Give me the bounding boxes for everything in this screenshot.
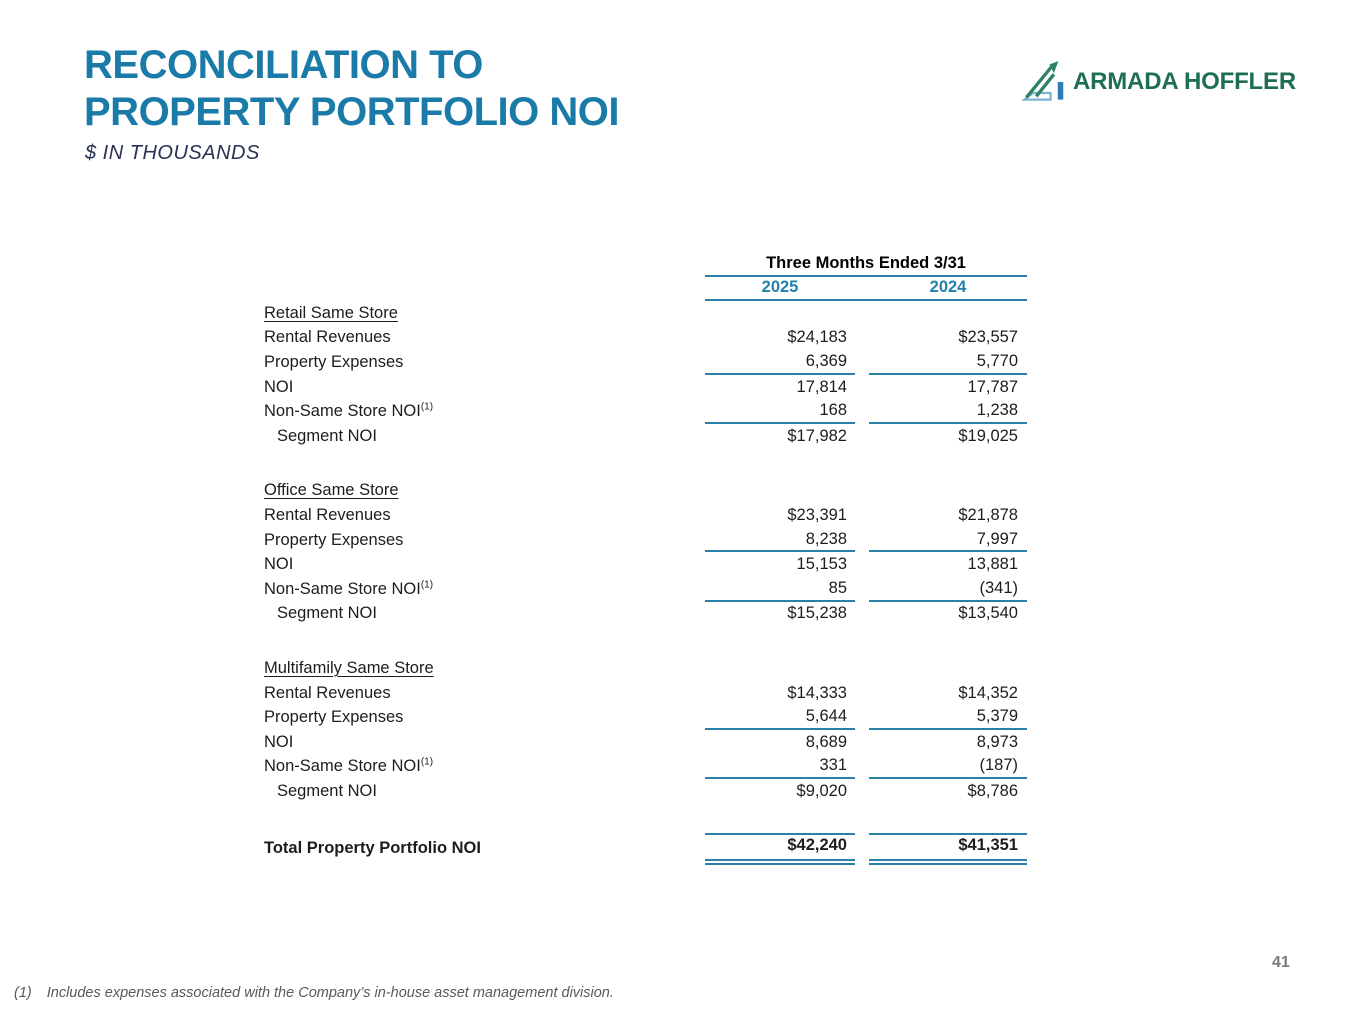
table-year-header-row <box>264 277 1027 301</box>
footnote-ref: (1) <box>420 756 434 768</box>
row-label: Segment NOI <box>277 426 377 445</box>
value-2024: (341) <box>869 577 1027 602</box>
row-label: Rental Revenues <box>264 683 391 702</box>
value-2024: $13,540 <box>958 604 1018 623</box>
table-row <box>264 730 1027 755</box>
footnote-marker: (1) <box>14 985 32 1001</box>
footnote-ref: (1) <box>420 401 434 413</box>
section-office-same-store <box>264 479 1027 627</box>
table-row <box>264 705 1027 730</box>
table-row <box>264 350 1027 375</box>
page-number: 41 <box>1272 954 1290 971</box>
value-2024: $8,786 <box>967 781 1018 800</box>
value-2024: $23,557 <box>958 328 1018 347</box>
value-2024: 5,770 <box>869 350 1027 375</box>
value-2025: $9,020 <box>796 781 847 800</box>
row-label: NOI <box>264 377 294 396</box>
value-2024: 13,881 <box>967 555 1018 574</box>
row-label: Segment NOI <box>277 604 377 623</box>
row-label: Segment NOI <box>277 781 377 800</box>
total-value-2024: $41,351 <box>869 833 1027 865</box>
section-title: Multifamily Same Store <box>264 658 434 677</box>
footnote-ref: (1) <box>420 579 434 591</box>
value-2025: $24,183 <box>787 328 847 347</box>
value-2024: 1,238 <box>869 399 1027 424</box>
row-label: NOI <box>264 732 294 751</box>
logo-wordmark: ARMADA HOFFLER <box>1073 68 1296 95</box>
value-2024: (187) <box>869 755 1027 780</box>
value-2025: 6,369 <box>705 350 855 375</box>
row-label: Property Expenses <box>264 530 404 549</box>
value-2025: $15,238 <box>787 604 847 623</box>
units-subtitle: $ IN THOUSANDS <box>85 142 260 164</box>
table-row <box>264 375 1027 400</box>
section-multifamily-same-store <box>264 656 1027 804</box>
table-row <box>264 755 1027 780</box>
table-period-header-row <box>264 253 1027 277</box>
table-row <box>264 326 1027 351</box>
year-column-2024: 2024 <box>929 278 967 296</box>
table-row <box>264 503 1027 528</box>
page-title <box>84 42 619 136</box>
year-headers <box>705 278 1027 301</box>
section-title-row <box>264 301 1027 326</box>
armada-hoffler-logo-icon <box>1022 60 1066 104</box>
value-2024: 8,973 <box>976 732 1018 751</box>
section-retail-same-store <box>264 301 1027 449</box>
page-title-line1: RECONCILIATION TO <box>84 43 483 87</box>
table-row <box>264 681 1027 706</box>
value-2024: 7,997 <box>869 528 1027 553</box>
value-2025: 85 <box>705 577 855 602</box>
total-value-2025: $42,240 <box>705 833 855 865</box>
noi-reconciliation-table <box>264 253 1027 865</box>
value-2025: 8,238 <box>705 528 855 553</box>
table-row <box>264 528 1027 553</box>
year-column-2025: 2025 <box>761 278 799 296</box>
segment-noi-row <box>264 602 1027 627</box>
period-header: Three Months Ended 3/31 <box>705 254 1027 277</box>
value-2025: 5,644 <box>705 705 855 730</box>
row-label: NOI <box>264 555 294 574</box>
row-label: Non-Same Store NOI$^{(1)}$ <box>264 401 434 421</box>
section-title-row <box>264 479 1027 504</box>
total-label: Total Property Portfolio NOI <box>264 839 481 858</box>
table-row <box>264 399 1027 424</box>
value-2025: $23,391 <box>787 505 847 524</box>
row-label: Property Expenses <box>264 708 404 727</box>
value-2024: $21,878 <box>958 505 1018 524</box>
row-label: Non-Same Store NOI$^{(1)}$ <box>264 579 434 598</box>
segment-noi-row <box>264 424 1027 449</box>
segment-noi-row <box>264 779 1027 804</box>
table-row <box>264 577 1027 602</box>
row-label: Rental Revenues <box>264 505 391 524</box>
armada-hoffler-logo <box>1022 58 1296 106</box>
value-2025: 331 <box>705 755 855 780</box>
row-label: Non-Same Store NOI$^{(1)}$ <box>264 756 434 776</box>
value-2024: $14,352 <box>958 683 1018 702</box>
table-row <box>264 552 1027 577</box>
value-2024: $19,025 <box>958 426 1018 445</box>
value-2025: $14,333 <box>787 683 847 702</box>
page-title-line2: PROPERTY PORTFOLIO NOI <box>84 90 619 134</box>
section-title-row <box>264 656 1027 681</box>
section-title: Office Same Store <box>264 481 399 500</box>
value-2025: 15,153 <box>796 555 847 574</box>
value-2025: 168 <box>705 399 855 424</box>
section-title: Retail Same Store <box>264 303 398 322</box>
value-2025: $17,982 <box>787 426 847 445</box>
value-2024: 17,787 <box>967 377 1018 396</box>
total-property-portfolio-noi-row <box>264 833 1027 865</box>
row-label: Rental Revenues <box>264 328 391 347</box>
value-2025: 17,814 <box>796 377 847 396</box>
row-label: Property Expenses <box>264 352 404 371</box>
value-2025: 8,689 <box>805 732 847 751</box>
value-2024: 5,379 <box>869 705 1027 730</box>
footnote-text: Includes expenses associated with the Company’s in-house asset management division. <box>46 985 614 1001</box>
footnote <box>14 985 614 1001</box>
